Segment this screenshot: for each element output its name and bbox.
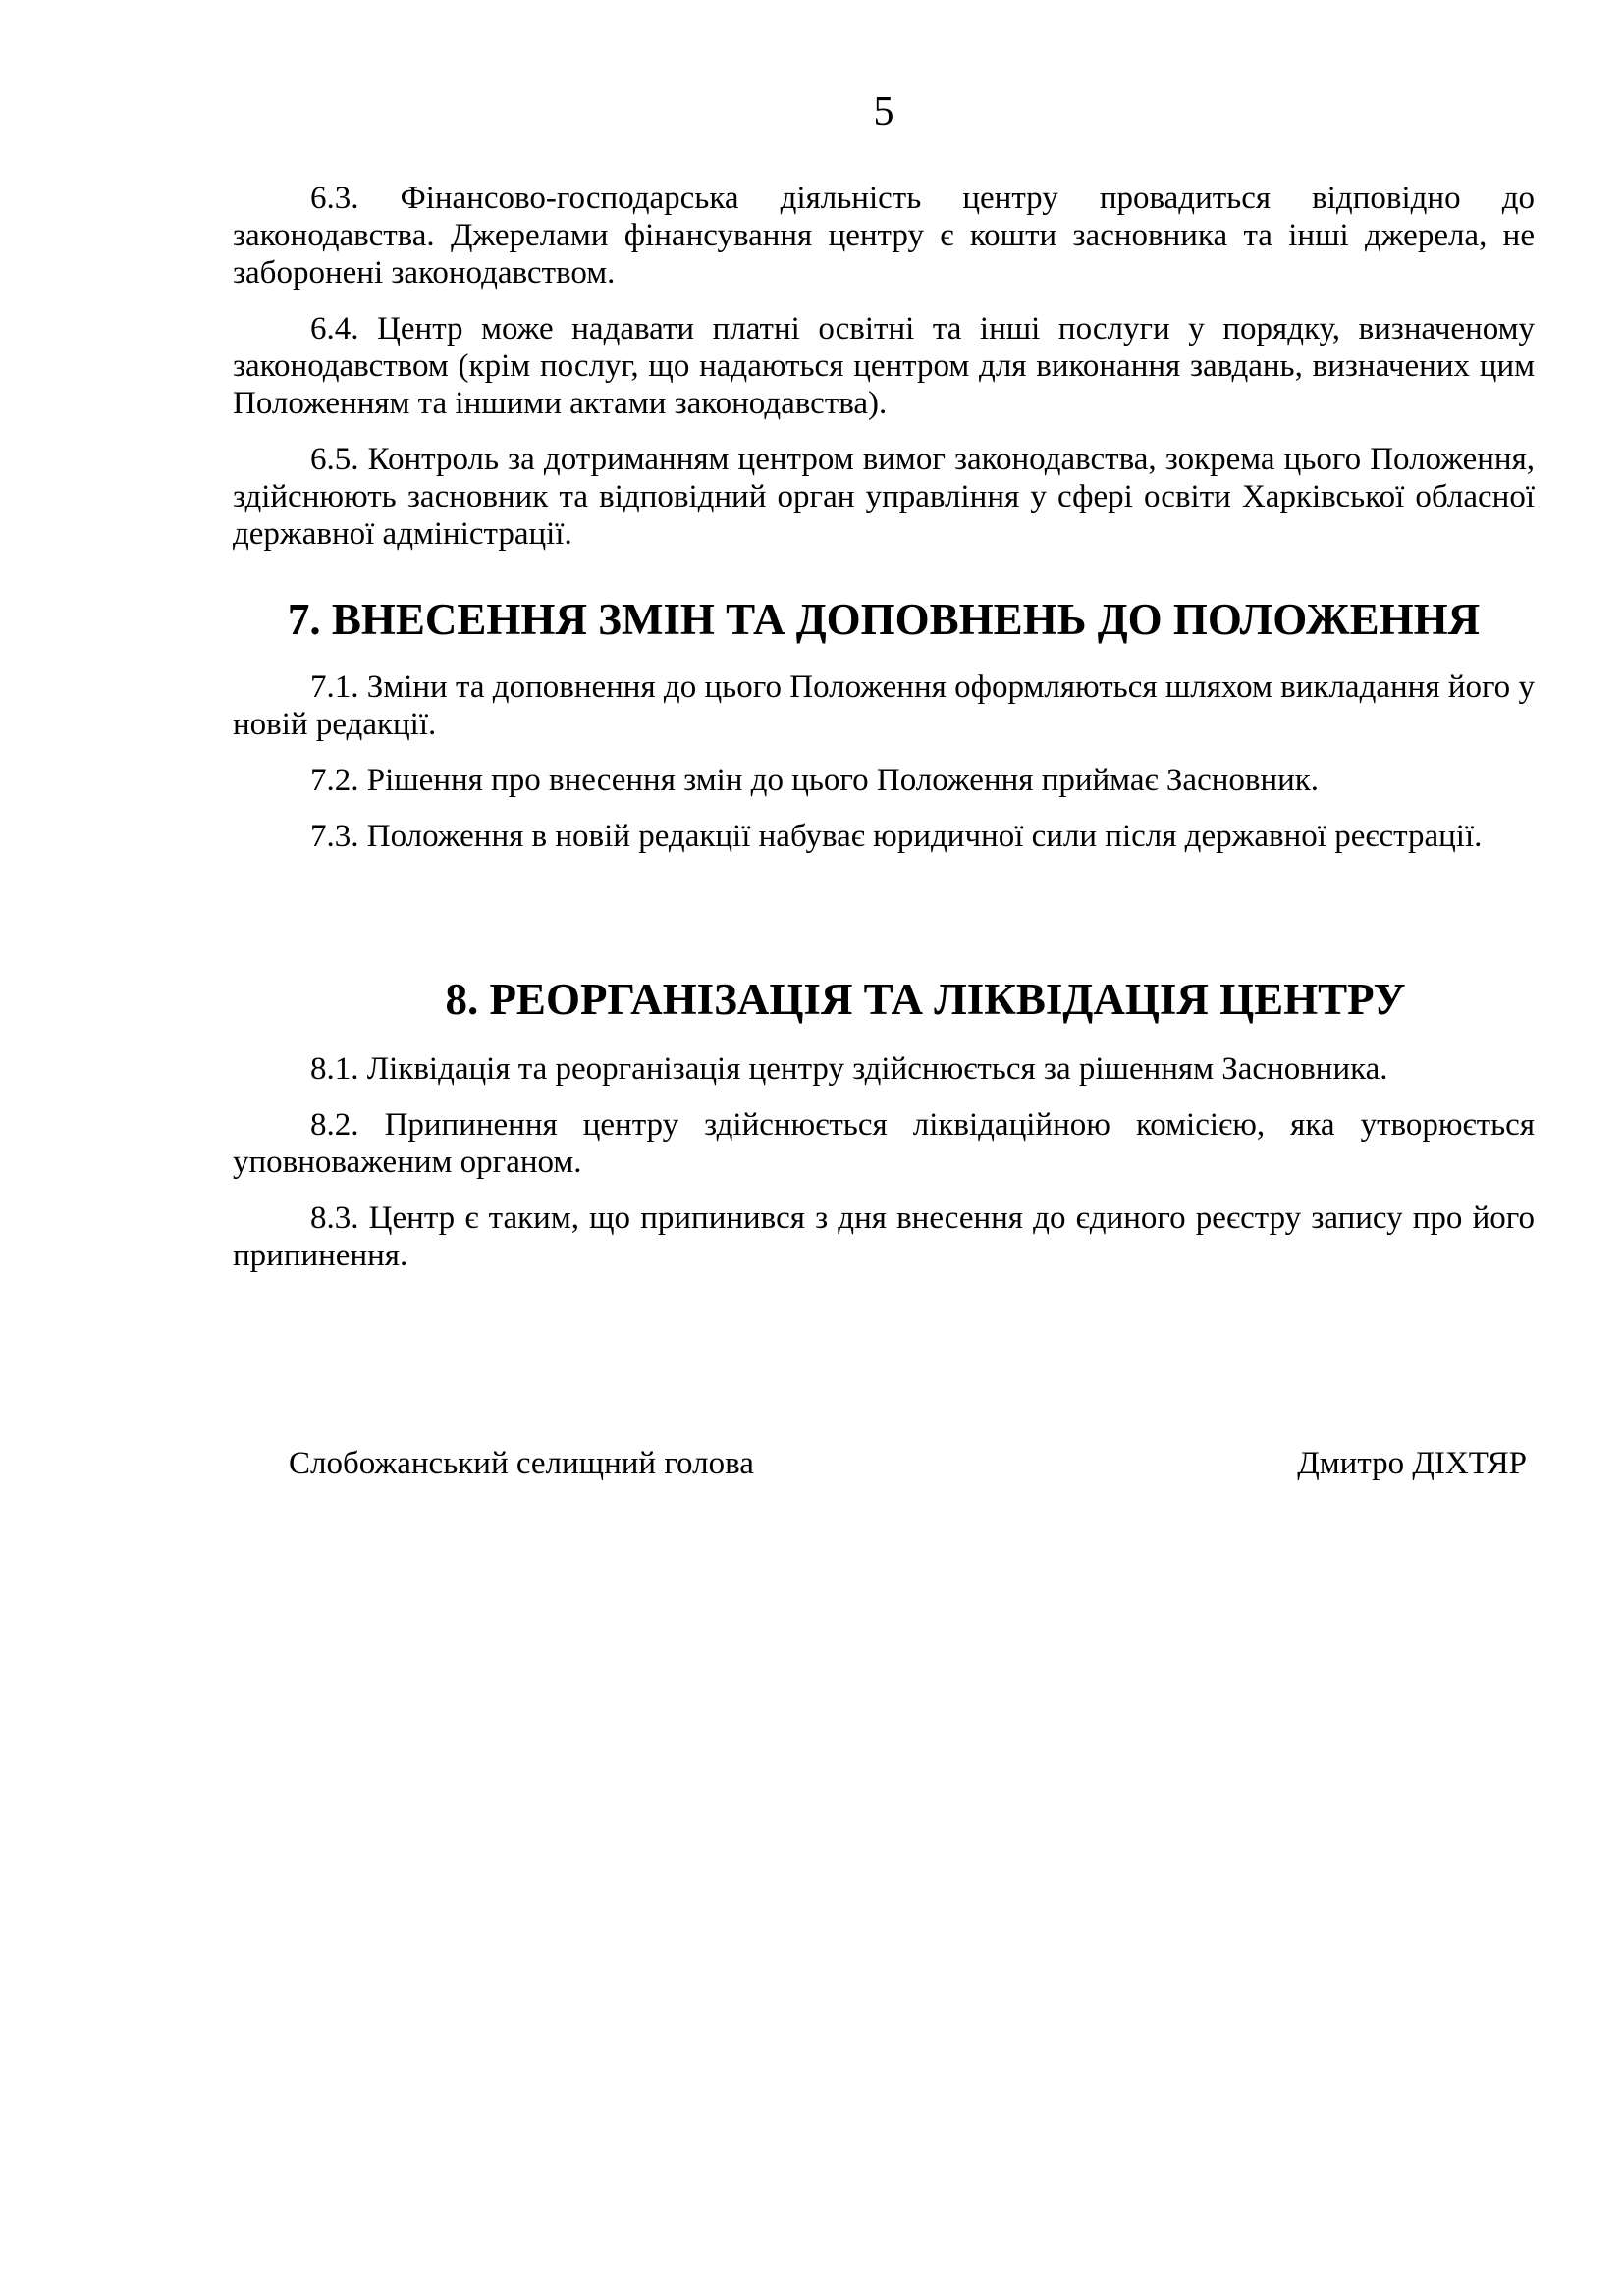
paragraph-7-2: 7.2. Рішення про внесення змін до цього Положення приймає Засновник. — [310, 763, 1320, 798]
paragraph-8-2: 8.2. Припинення центру здійснюється ліквідаційною комісією, яка утворюється уповноваженим органом. — [233, 1107, 1535, 1180]
signature-block — [233, 1293, 1535, 1482]
section-8-heading: 8. РЕОРГАНІЗАЦІЯ ТА ЛІКВІДАЦІЯ ЦЕНТРУ — [445, 975, 1406, 1024]
signature-name: Дмитро ДІХТЯР — [1297, 1446, 1527, 1481]
paragraph-7-1: 7.1. Зміни та доповнення до цього Положення оформляються шляхом викладання його у новій редакції. — [233, 669, 1535, 742]
paragraph-6-5: 6.5. Контроль за дотриманням центром вимог законодавства, зокрема цього Положення, здійснюють засновник та відповідний орган управління у сфері освіти Харківської обласної державної адміністрації. — [233, 442, 1535, 552]
section-7-heading: 7. ВНЕСЕННЯ ЗМІН ТА ДОПОВНЕНЬ ДО ПОЛОЖЕННЯ — [287, 595, 1481, 644]
paragraph-8-1: 8.1. Ліквідація та реорганізація центру здійснюється за рішенням Засновника. — [310, 1051, 1388, 1087]
paragraph-7-3: 7.3. Положення в новій редакції набуває юридичної сили після державної реєстрації. — [310, 819, 1483, 854]
paragraph-6-4: 6.4. Центр може надавати платні освітні та інші послуги у порядку, визначеному законодавством (крім послуг, що надаються центром для виконання завдань, визначених цим Положенням та іншими актами законодавства). — [233, 311, 1535, 421]
paragraph-6-3: 6.3. Фінансово-господарська діяльність центру провадиться відповідно до законодавства. Джерелами фінансування центру є кошти засновника та інші джерела, не заборонені законодавством. — [233, 181, 1535, 291]
page-number: 5 — [873, 89, 894, 134]
paragraph-8-3: 8.3. Центр є таким, що припинився з дня внесення до єдиного реєстру запису про його припинення. — [233, 1201, 1535, 1273]
signature-position: Слобожанський селищний голова — [289, 1446, 754, 1481]
